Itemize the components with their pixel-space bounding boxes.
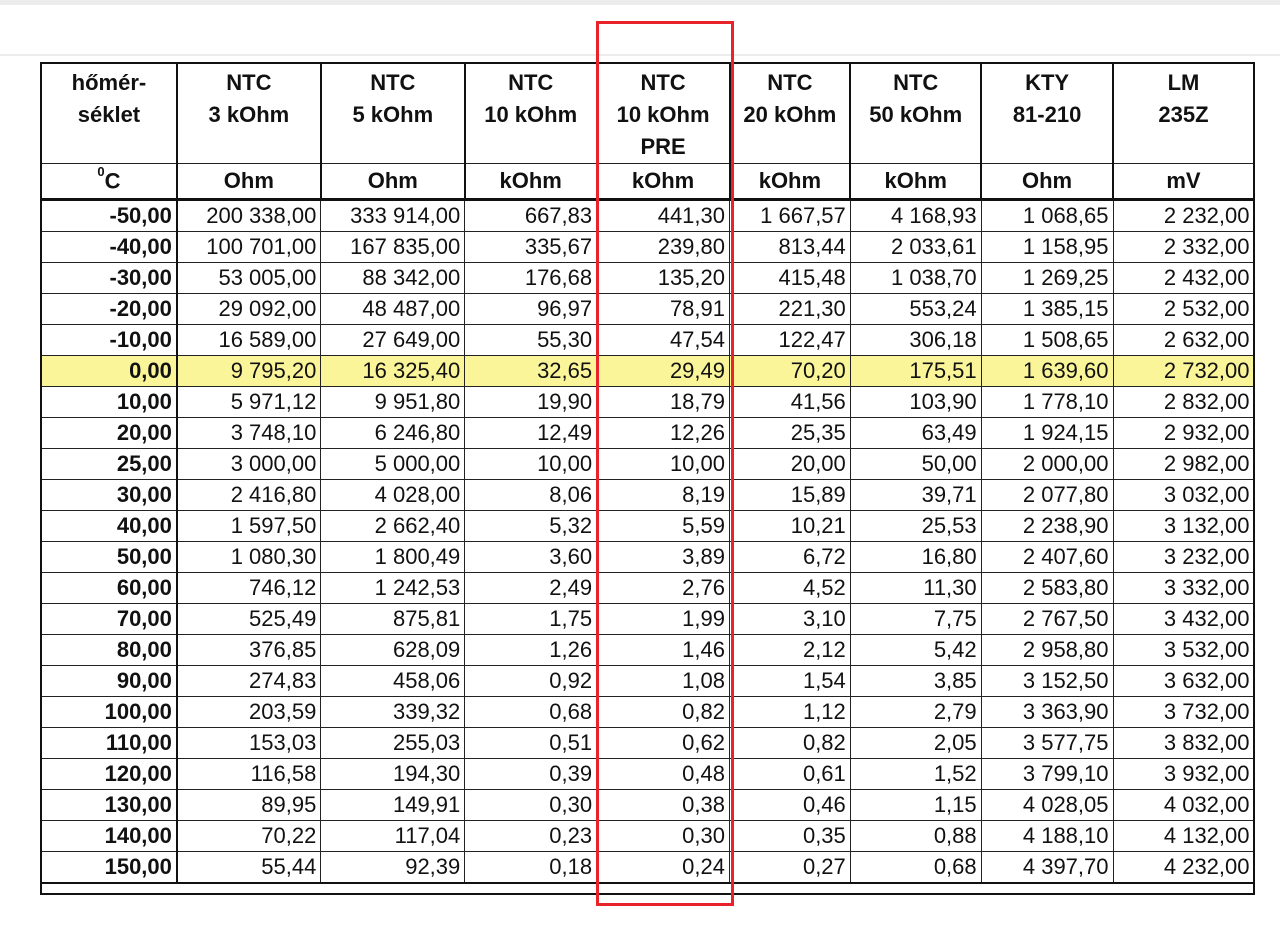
value-cell: 3,10 [730,604,851,635]
value-cell: 1,26 [465,635,597,666]
header-ntc-50k [850,63,981,164]
degree-superscript: 0 [97,163,105,179]
unit-celsius [41,164,177,200]
value-cell: 2 982,00 [1113,449,1254,480]
temperature-cell: 110,00 [41,728,177,759]
value-cell: 48 487,00 [321,294,465,325]
temperature-cell: 25,00 [41,449,177,480]
temperature-cell: 150,00 [41,852,177,884]
value-cell: 194,30 [321,759,465,790]
value-cell: 12,26 [597,418,730,449]
header-line: NTC [640,70,686,95]
value-cell: 3 748,10 [177,418,321,449]
value-cell: 0,61 [730,759,851,790]
temperature-cell: 80,00 [41,635,177,666]
temperature-cell: -40,00 [41,232,177,263]
header-ntc-10k-pre [597,63,730,164]
value-cell: 3 532,00 [1113,635,1254,666]
value-cell: 0,62 [597,728,730,759]
value-cell: 41,56 [730,387,851,418]
table-row [41,232,1254,263]
value-cell: 12,49 [465,418,597,449]
header-line: 81-210 [1012,102,1082,127]
value-cell: 16 589,00 [177,325,321,356]
value-cell: 306,18 [850,325,981,356]
value-cell: 274,83 [177,666,321,697]
value-cell: 10,00 [597,449,730,480]
value-cell: 1,46 [597,635,730,666]
value-cell: 667,83 [465,200,597,232]
table-row [41,697,1254,728]
header-line: 3 kOhm [208,102,290,127]
value-cell: 415,48 [730,263,851,294]
value-cell: 813,44 [730,232,851,263]
value-cell: 2 033,61 [850,232,981,263]
unit-cell: Ohm [177,164,321,200]
header-line: 10 kOhm [484,102,578,127]
header-line: 235Z [1158,102,1209,127]
value-cell: 0,48 [597,759,730,790]
table-row [41,604,1254,635]
value-cell: 2 958,80 [981,635,1113,666]
value-cell: 6 246,80 [321,418,465,449]
value-cell: 11,30 [850,573,981,604]
value-cell: 96,97 [465,294,597,325]
value-cell: 1,15 [850,790,981,821]
value-cell: 0,27 [730,852,851,884]
value-cell: 3 332,00 [1113,573,1254,604]
value-cell: 176,68 [465,263,597,294]
table-row [41,294,1254,325]
temperature-cell: 10,00 [41,387,177,418]
header-row [41,63,1254,164]
value-cell: 53 005,00 [177,263,321,294]
temperature-cell: -30,00 [41,263,177,294]
value-cell: 3 000,00 [177,449,321,480]
header-line: NTC [893,70,939,95]
value-cell: 5 971,12 [177,387,321,418]
table-row [41,821,1254,852]
value-cell: 255,03 [321,728,465,759]
value-cell: 63,49 [850,418,981,449]
value-cell: 746,12 [177,573,321,604]
value-cell: 153,03 [177,728,321,759]
unit-cell: Ohm [981,164,1113,200]
value-cell: 92,39 [321,852,465,884]
value-cell: 1 038,70 [850,263,981,294]
unit-cell: Ohm [321,164,465,200]
value-cell: 4 032,00 [1113,790,1254,821]
value-cell: 3 632,00 [1113,666,1254,697]
value-cell: 4,52 [730,573,851,604]
value-cell: 875,81 [321,604,465,635]
header-line: 5 kOhm [352,102,434,127]
value-cell: 1,75 [465,604,597,635]
value-cell: 1,52 [850,759,981,790]
value-cell: 2 232,00 [1113,200,1254,232]
value-cell: 19,90 [465,387,597,418]
header-line: PRE [640,134,686,159]
value-cell: 149,91 [321,790,465,821]
value-cell: 2,76 [597,573,730,604]
value-cell: 8,19 [597,480,730,511]
header-kty-81-210 [981,63,1113,164]
value-cell: 78,91 [597,294,730,325]
value-cell: 1 667,57 [730,200,851,232]
value-cell: 3 132,00 [1113,511,1254,542]
value-cell: 3 432,00 [1113,604,1254,635]
value-cell: 4 028,00 [321,480,465,511]
value-cell: 1 242,53 [321,573,465,604]
value-cell: 29 092,00 [177,294,321,325]
value-cell: 3 832,00 [1113,728,1254,759]
value-cell: 4 132,00 [1113,821,1254,852]
value-cell: 100 701,00 [177,232,321,263]
value-cell: 70,20 [730,356,851,387]
header-line: hőmér- [71,70,147,95]
value-cell: 4 188,10 [981,821,1113,852]
value-cell: 2 000,00 [981,449,1113,480]
value-cell: 1,54 [730,666,851,697]
value-cell: 2 662,40 [321,511,465,542]
temperature-cell: 120,00 [41,759,177,790]
header-line: séklet [77,102,141,127]
table-row [41,418,1254,449]
value-cell: 1,12 [730,697,851,728]
value-cell: 50,00 [850,449,981,480]
temperature-cell: 50,00 [41,542,177,573]
value-cell: 2,49 [465,573,597,604]
value-cell: 2 932,00 [1113,418,1254,449]
value-cell: 2 532,00 [1113,294,1254,325]
table-row [41,790,1254,821]
table-row [41,325,1254,356]
value-cell: 0,82 [730,728,851,759]
value-cell: 0,68 [465,697,597,728]
value-cell: 16,80 [850,542,981,573]
temperature-cell: 70,00 [41,604,177,635]
value-cell: 135,20 [597,263,730,294]
header-temperature [41,63,177,164]
table-row [41,449,1254,480]
value-cell: 3,60 [465,542,597,573]
value-cell: 458,06 [321,666,465,697]
unit-cell: kOhm [597,164,730,200]
value-cell: 0,88 [850,821,981,852]
temperature-cell: 130,00 [41,790,177,821]
value-cell: 47,54 [597,325,730,356]
value-cell: 3 363,90 [981,697,1113,728]
value-cell: 39,71 [850,480,981,511]
value-cell: 1 068,65 [981,200,1113,232]
table-row [41,759,1254,790]
value-cell: 18,79 [597,387,730,418]
table-row [41,635,1254,666]
table-row [41,852,1254,884]
value-cell: 333 914,00 [321,200,465,232]
value-cell: 339,32 [321,697,465,728]
header-line: KTY [1025,70,1070,95]
header-ntc-10k [465,63,597,164]
value-cell: 2 432,00 [1113,263,1254,294]
value-cell: 10,21 [730,511,851,542]
table-row [41,542,1254,573]
header-line: 20 kOhm [743,102,837,127]
value-cell: 3 577,75 [981,728,1113,759]
value-cell: 29,49 [597,356,730,387]
unit-cell: kOhm [850,164,981,200]
header-line: LM [1167,70,1200,95]
value-cell: 3 932,00 [1113,759,1254,790]
value-cell: 2 332,00 [1113,232,1254,263]
table-body [41,200,1254,884]
temperature-cell: -20,00 [41,294,177,325]
temperature-cell: -50,00 [41,200,177,232]
value-cell: 1 778,10 [981,387,1113,418]
value-cell: 1 508,65 [981,325,1113,356]
table-row [41,480,1254,511]
value-cell: 2 416,80 [177,480,321,511]
value-cell: 25,53 [850,511,981,542]
value-cell: 4 028,05 [981,790,1113,821]
value-cell: 27 649,00 [321,325,465,356]
value-cell: 103,90 [850,387,981,418]
value-cell: 2 632,00 [1113,325,1254,356]
value-cell: 1 800,49 [321,542,465,573]
value-cell: 89,95 [177,790,321,821]
value-cell: 167 835,00 [321,232,465,263]
value-cell: 0,38 [597,790,730,821]
unit-cell: kOhm [465,164,597,200]
value-cell: 1,99 [597,604,730,635]
value-cell: 70,22 [177,821,321,852]
value-cell: 2 767,50 [981,604,1113,635]
value-cell: 628,09 [321,635,465,666]
value-cell: 0,18 [465,852,597,884]
unit-c-label: C [104,168,121,194]
value-cell: 2 077,80 [981,480,1113,511]
value-cell: 0,35 [730,821,851,852]
header-line: NTC [226,70,272,95]
value-cell: 4 168,93 [850,200,981,232]
sensor-resistance-table [40,62,1255,884]
value-cell: 1,08 [597,666,730,697]
value-cell: 117,04 [321,821,465,852]
value-cell: 55,30 [465,325,597,356]
value-cell: 3 152,50 [981,666,1113,697]
value-cell: 2 732,00 [1113,356,1254,387]
value-cell: 376,85 [177,635,321,666]
table-row [41,200,1254,232]
header-line: NTC [370,70,416,95]
value-cell: 2 583,80 [981,573,1113,604]
value-cell: 8,06 [465,480,597,511]
value-cell: 1 080,30 [177,542,321,573]
header-line: 10 kOhm [616,102,710,127]
header-ntc-5k [321,63,465,164]
value-cell: 0,30 [597,821,730,852]
temperature-cell: 100,00 [41,697,177,728]
value-cell: 1 158,95 [981,232,1113,263]
value-cell: 0,39 [465,759,597,790]
value-cell: 0,92 [465,666,597,697]
value-cell: 239,80 [597,232,730,263]
value-cell: 3,89 [597,542,730,573]
value-cell: 9 795,20 [177,356,321,387]
header-line: NTC [767,70,813,95]
value-cell: 0,68 [850,852,981,884]
value-cell: 3 032,00 [1113,480,1254,511]
value-cell: 1 269,25 [981,263,1113,294]
temperature-cell: 0,00 [41,356,177,387]
value-cell: 2 238,90 [981,511,1113,542]
value-cell: 9 951,80 [321,387,465,418]
unit-cell: kOhm [730,164,851,200]
value-cell: 2 407,60 [981,542,1113,573]
temperature-cell: 60,00 [41,573,177,604]
value-cell: 553,24 [850,294,981,325]
table-row [41,263,1254,294]
value-cell: 3 732,00 [1113,697,1254,728]
header-line: 50 kOhm [869,102,963,127]
value-cell: 175,51 [850,356,981,387]
unit-row [41,164,1254,200]
table-row [41,573,1254,604]
value-cell: 203,59 [177,697,321,728]
temperature-cell: 30,00 [41,480,177,511]
value-cell: 20,00 [730,449,851,480]
value-cell: 200 338,00 [177,200,321,232]
value-cell: 2,05 [850,728,981,759]
value-cell: 0,24 [597,852,730,884]
value-cell: 0,82 [597,697,730,728]
value-cell: 5 000,00 [321,449,465,480]
value-cell: 2 832,00 [1113,387,1254,418]
temperature-cell: 90,00 [41,666,177,697]
table-row [41,387,1254,418]
value-cell: 4 232,00 [1113,852,1254,884]
value-cell: 5,32 [465,511,597,542]
table-row [41,511,1254,542]
value-cell: 525,49 [177,604,321,635]
value-cell: 441,30 [597,200,730,232]
value-cell: 6,72 [730,542,851,573]
value-cell: 0,51 [465,728,597,759]
table-row [41,356,1254,387]
value-cell: 1 924,15 [981,418,1113,449]
temperature-cell: 20,00 [41,418,177,449]
header-lm-235z [1113,63,1254,164]
value-cell: 0,46 [730,790,851,821]
value-cell: 3 799,10 [981,759,1113,790]
table-row [41,728,1254,759]
value-cell: 25,35 [730,418,851,449]
value-cell: 88 342,00 [321,263,465,294]
value-cell: 5,42 [850,635,981,666]
header-ntc-3k [177,63,321,164]
temperature-cell: -10,00 [41,325,177,356]
value-cell: 10,00 [465,449,597,480]
header-line: NTC [508,70,554,95]
temperature-cell: 40,00 [41,511,177,542]
value-cell: 3,85 [850,666,981,697]
value-cell: 32,65 [465,356,597,387]
value-cell: 7,75 [850,604,981,635]
value-cell: 55,44 [177,852,321,884]
value-cell: 221,30 [730,294,851,325]
temperature-cell: 140,00 [41,821,177,852]
value-cell: 5,59 [597,511,730,542]
value-cell: 335,67 [465,232,597,263]
value-cell: 4 397,70 [981,852,1113,884]
value-cell: 122,47 [730,325,851,356]
value-cell: 16 325,40 [321,356,465,387]
value-cell: 2,79 [850,697,981,728]
value-cell: 2,12 [730,635,851,666]
value-cell: 1 597,50 [177,511,321,542]
value-cell: 1 385,15 [981,294,1113,325]
value-cell: 0,23 [465,821,597,852]
value-cell: 15,89 [730,480,851,511]
top-bar [0,0,1280,56]
unit-cell: mV [1113,164,1254,200]
value-cell: 3 232,00 [1113,542,1254,573]
table-row [41,666,1254,697]
value-cell: 1 639,60 [981,356,1113,387]
header-ntc-20k [730,63,851,164]
value-cell: 0,30 [465,790,597,821]
value-cell: 116,58 [177,759,321,790]
